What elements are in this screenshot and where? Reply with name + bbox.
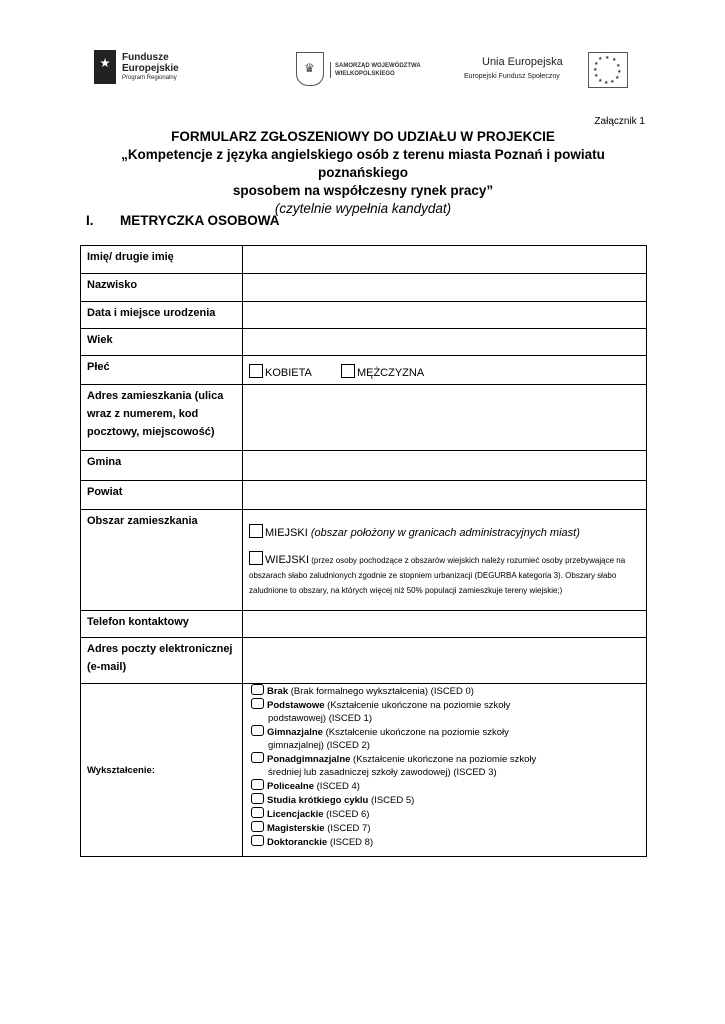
- list-item: [251, 779, 642, 793]
- birth-field[interactable]: [243, 302, 647, 329]
- male-checkbox[interactable]: [341, 364, 355, 378]
- address-label-line3: pocztowy, miejscowość): [87, 426, 215, 438]
- education-checkbox[interactable]: [251, 793, 264, 804]
- education-checkbox[interactable]: [251, 821, 264, 832]
- email-field[interactable]: [243, 638, 647, 684]
- list-item: [251, 725, 642, 752]
- fe-logo-line3: Program Regionalny: [122, 75, 177, 81]
- list-item: [251, 684, 642, 698]
- rural-description-2: obszarach słabo zaludnionych zgodnie ze stopniem urbanizacji (DEGURBA kategoria 3). Obszary słabo: [249, 571, 617, 580]
- list-item: [251, 807, 642, 821]
- phone-field[interactable]: [243, 611, 647, 638]
- address-field[interactable]: [243, 385, 647, 451]
- education-desc: (Kształcenie ukończone na poziomie szkoły: [350, 754, 537, 765]
- commune-label: Gmina: [81, 451, 243, 481]
- education-checkbox[interactable]: [251, 779, 264, 790]
- section-name: METRYCZKA OSOBOWA: [120, 213, 280, 228]
- table-row: [81, 684, 647, 857]
- surname-label: Nazwisko: [81, 274, 243, 302]
- title-line2: „Kompetencje z języka angielskiego osób z terenu miasta Poznań i powiatu poznańskiego: [121, 147, 605, 180]
- table-row: [81, 611, 647, 638]
- table-row: [81, 329, 647, 356]
- education-desc: (ISCED 5): [368, 795, 415, 806]
- table-row: [81, 246, 647, 274]
- fundusze-europejskie-logo: [94, 48, 204, 92]
- female-checkbox[interactable]: [249, 364, 263, 378]
- fe-star-icon: [94, 50, 116, 84]
- education-desc: (ISCED 8): [327, 837, 374, 848]
- education-desc: (ISCED 4): [314, 781, 360, 792]
- county-field[interactable]: [243, 481, 647, 510]
- email-label-line2: (e-mail): [87, 661, 127, 673]
- section-number: I.: [86, 213, 94, 228]
- list-item: [251, 835, 642, 849]
- education-desc: (Kształcenie ukończone na poziomie szkoły: [324, 700, 511, 711]
- fe-logo-line1: Fundusze: [122, 52, 169, 63]
- ue-logo-title: Unia Europejska: [482, 56, 563, 68]
- rural-description-1: (przez osoby pochodzące z obszarów wiejskich należy rozumieć osoby przebywające na: [311, 556, 626, 565]
- fe-logo-line2: Europejskie: [122, 63, 179, 74]
- education-level: Brak: [267, 686, 289, 697]
- urban-checkbox[interactable]: [249, 524, 263, 538]
- table-row: [81, 451, 647, 481]
- table-row: [81, 510, 647, 611]
- education-level: Gimnazjalne: [267, 727, 323, 738]
- birth-label: Data i miejsce urodzenia: [81, 302, 243, 329]
- title-line4: (czytelnie wypełnia kandydat): [274, 201, 452, 216]
- sex-field: [243, 356, 647, 385]
- education-level: Doktoranckie: [267, 837, 328, 848]
- county-label: Powiat: [81, 481, 243, 510]
- eu-flag-icon: ★ ★ ★ ★ ★ ★ ★ ★ ★ ★ ★ ★: [588, 52, 628, 88]
- education-checkbox[interactable]: [251, 725, 264, 736]
- sw-logo-line1: SAMORZĄD WOJEWÓDZTWA: [335, 63, 421, 69]
- sw-logo-line2: WIELKOPOLSKIEGO: [335, 71, 395, 77]
- ue-logo-subtitle: Europejski Fundusz Społeczny: [464, 73, 560, 80]
- table-row: [81, 638, 647, 684]
- education-desc-cont: podstawowej) (ISCED 1): [268, 713, 373, 724]
- list-item: [251, 752, 642, 779]
- email-label-line1: Adres poczty elektronicznej: [87, 643, 233, 655]
- commune-field[interactable]: [243, 451, 647, 481]
- education-level: Licencjackie: [267, 809, 324, 820]
- sex-label: Płeć: [81, 356, 243, 385]
- education-desc: (ISCED 7): [324, 823, 371, 834]
- eagle-shield-icon: ♛: [296, 52, 324, 86]
- education-level: Magisterskie: [267, 823, 325, 834]
- area-field: [243, 510, 647, 611]
- title-line3: sposobem na współczesny rynek pracy”: [232, 183, 494, 198]
- rural-description-3: zaludnione to obszary, na których więcej niż 50% populacji zamieszkuje tereny wiejskie;): [249, 586, 563, 595]
- education-desc-cont: gimnazjalnej) (ISCED 2): [268, 740, 370, 751]
- education-options: [243, 684, 646, 853]
- age-field[interactable]: [243, 329, 647, 356]
- education-level: Podstawowe: [267, 700, 325, 711]
- education-desc: (Brak formalnego wykształcenia) (ISCED 0): [288, 686, 474, 697]
- table-row: [81, 356, 647, 385]
- urban-description: (obszar położony w granicach administracyjnych miast): [310, 527, 580, 539]
- table-row: [81, 385, 647, 451]
- education-desc: (Kształcenie ukończone na poziomie szkoły: [322, 727, 509, 738]
- education-desc-cont: średniej lub zasadniczej szkoły zawodowej) (ISCED 3): [268, 767, 497, 778]
- age-label: Wiek: [81, 329, 243, 356]
- table-row: [81, 481, 647, 510]
- name-field[interactable]: [243, 246, 647, 274]
- education-checkbox[interactable]: [251, 752, 264, 763]
- education-checkbox[interactable]: [251, 807, 264, 818]
- samorzad-logo: [296, 52, 426, 88]
- form-title: [80, 128, 646, 218]
- list-item: [251, 821, 642, 835]
- male-option-label: MĘŻCZYZNA: [356, 367, 425, 379]
- female-option-label: KOBIETA: [265, 367, 312, 379]
- phone-label: Telefon kontaktowy: [81, 611, 243, 638]
- list-item: [251, 698, 642, 725]
- table-row: [81, 274, 647, 302]
- address-label-line2: wraz z numerem, kod: [87, 408, 199, 420]
- address-label-line1: Adres zamieszkania (ulica: [87, 390, 224, 402]
- surname-field[interactable]: [243, 274, 647, 302]
- education-level: Ponadgimnazjalne: [267, 754, 351, 765]
- rural-option-label: WIEJSKI: [265, 554, 310, 566]
- section-heading: [86, 213, 280, 228]
- annex-label: Załącznik 1: [594, 116, 645, 127]
- rural-checkbox[interactable]: [249, 551, 263, 565]
- education-field: [243, 684, 647, 857]
- unia-europejska-logo: [464, 48, 644, 92]
- urban-option-label: MIEJSKI: [265, 527, 308, 539]
- email-label: [81, 638, 243, 684]
- address-label: [81, 385, 243, 451]
- education-level: Policealne: [267, 781, 314, 792]
- table-row: [81, 302, 647, 329]
- education-label: Wykształcenie:: [81, 684, 243, 857]
- title-line1: FORMULARZ ZGŁOSZENIOWY DO UDZIAŁU W PROJEKCIE: [171, 129, 555, 144]
- area-label: Obszar zamieszkania: [81, 510, 243, 611]
- name-label: Imię/ drugie imię: [81, 246, 243, 274]
- header-logos: [0, 48, 725, 96]
- education-checkbox[interactable]: [251, 698, 264, 709]
- personal-data-table: [80, 245, 647, 857]
- education-checkbox[interactable]: [251, 684, 264, 695]
- list-item: [251, 793, 642, 807]
- education-level: Studia krótkiego cyklu: [267, 795, 369, 806]
- education-desc: (ISCED 6): [323, 809, 370, 820]
- education-checkbox[interactable]: [251, 835, 264, 846]
